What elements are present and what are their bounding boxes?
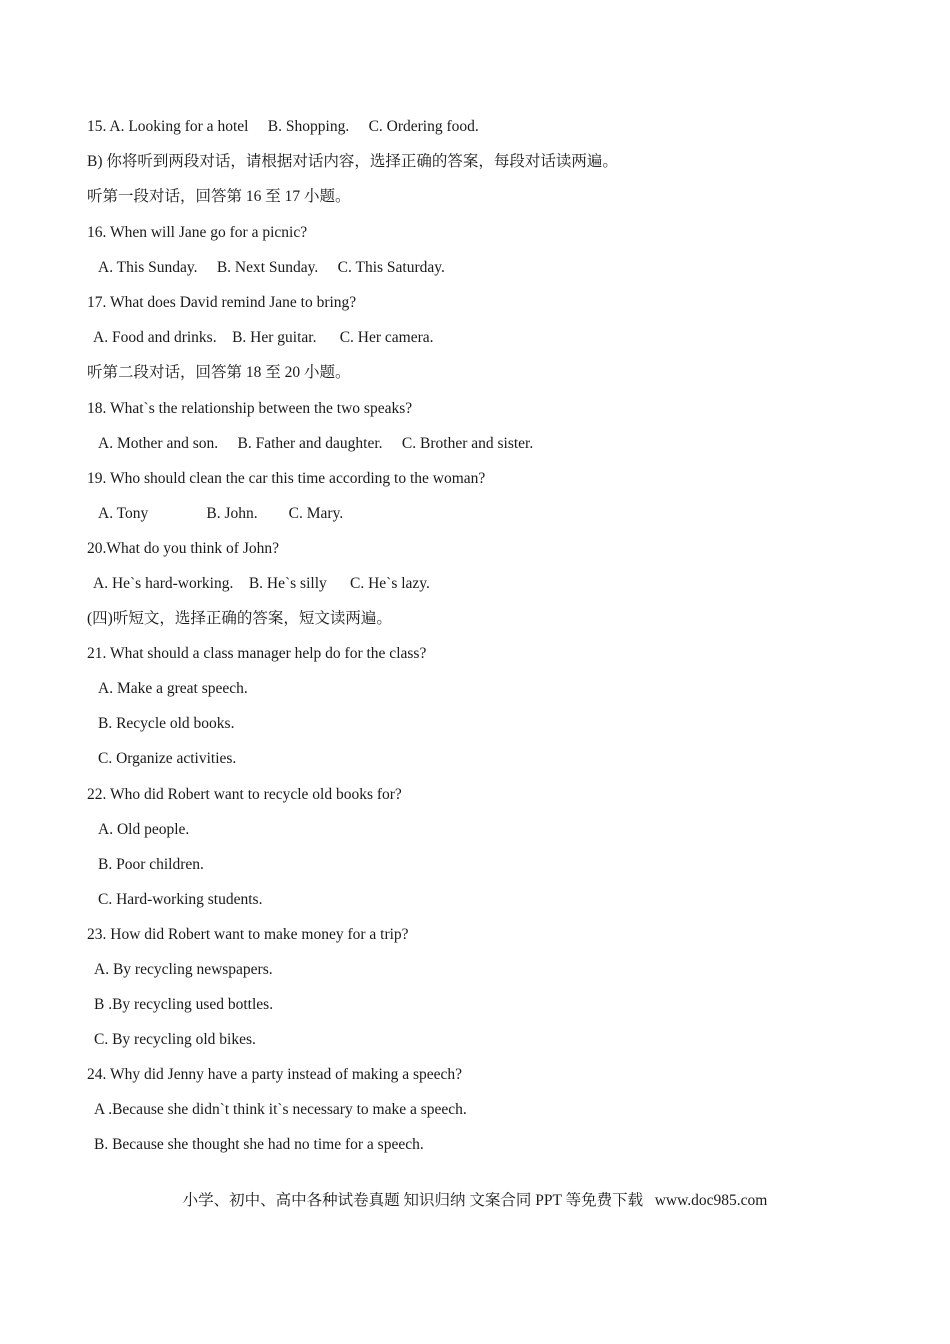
text-line: 听第二段对话，回答第 18 至 20 小题。 xyxy=(87,364,351,381)
text-line: 19. Who should clean the car this time according to the woman? xyxy=(87,470,486,487)
text-line: A. Make a great speech. xyxy=(98,680,248,697)
text-line: C. Organize activities. xyxy=(98,750,237,767)
text-line: A. Tony B. John. C. Mary. xyxy=(98,505,344,522)
text-line: A. Food and drinks. B. Her guitar. C. Her camera. xyxy=(93,329,434,346)
text-line: B. Because she thought she had no time for a speech. xyxy=(94,1136,424,1153)
text-line: 17. What does David remind Jane to bring? xyxy=(87,294,357,311)
text-line: 24. Why did Jenny have a party instead of making a speech? xyxy=(87,1066,463,1083)
text-line: A. He`s hard-working. B. He`s silly C. He`s lazy. xyxy=(93,575,430,592)
text-line: A. Mother and son. B. Father and daughter. C. Brother and sister. xyxy=(98,435,534,452)
text-line: 21. What should a class manager help do for the class? xyxy=(87,645,427,662)
text-line: A. Old people. xyxy=(98,821,190,838)
text-line: B. Recycle old books. xyxy=(98,715,235,732)
text-line: C. Hard-working students. xyxy=(98,891,263,908)
page-footer: 小学、初中、高中各种试卷真题 知识归纳 文案合同 PPT 等免费下载 www.doc985.com xyxy=(182,1192,768,1209)
text-line: C. By recycling old bikes. xyxy=(94,1031,256,1048)
text-line: (四)听短文，选择正确的答案，短文读两遍。 xyxy=(87,610,392,627)
text-line: B) 你将听到两段对话，请根据对话内容，选择正确的答案，每段对话读两遍。 xyxy=(87,153,618,170)
text-line: A .Because she didn`t think it`s necessary to make a speech. xyxy=(94,1101,467,1118)
text-line: A. This Sunday. B. Next Sunday. C. This Saturday. xyxy=(98,259,445,276)
text-line: 20.What do you think of John? xyxy=(87,540,280,557)
text-line: 18. What`s the relationship between the two speaks? xyxy=(87,400,413,417)
text-line: A. By recycling newspapers. xyxy=(94,961,273,978)
text-line: B. Poor children. xyxy=(98,856,204,873)
text-line: 15. A. Looking for a hotel B. Shopping. C. Ordering food. xyxy=(87,118,479,135)
text-line: 听第一段对话，回答第 16 至 17 小题。 xyxy=(87,188,351,205)
text-line: 16. When will Jane go for a picnic? xyxy=(87,224,308,241)
text-line: 23. How did Robert want to make money for a trip? xyxy=(87,926,409,943)
text-line: 22. Who did Robert want to recycle old books for? xyxy=(87,786,402,803)
text-line: B .By recycling used bottles. xyxy=(94,996,274,1013)
